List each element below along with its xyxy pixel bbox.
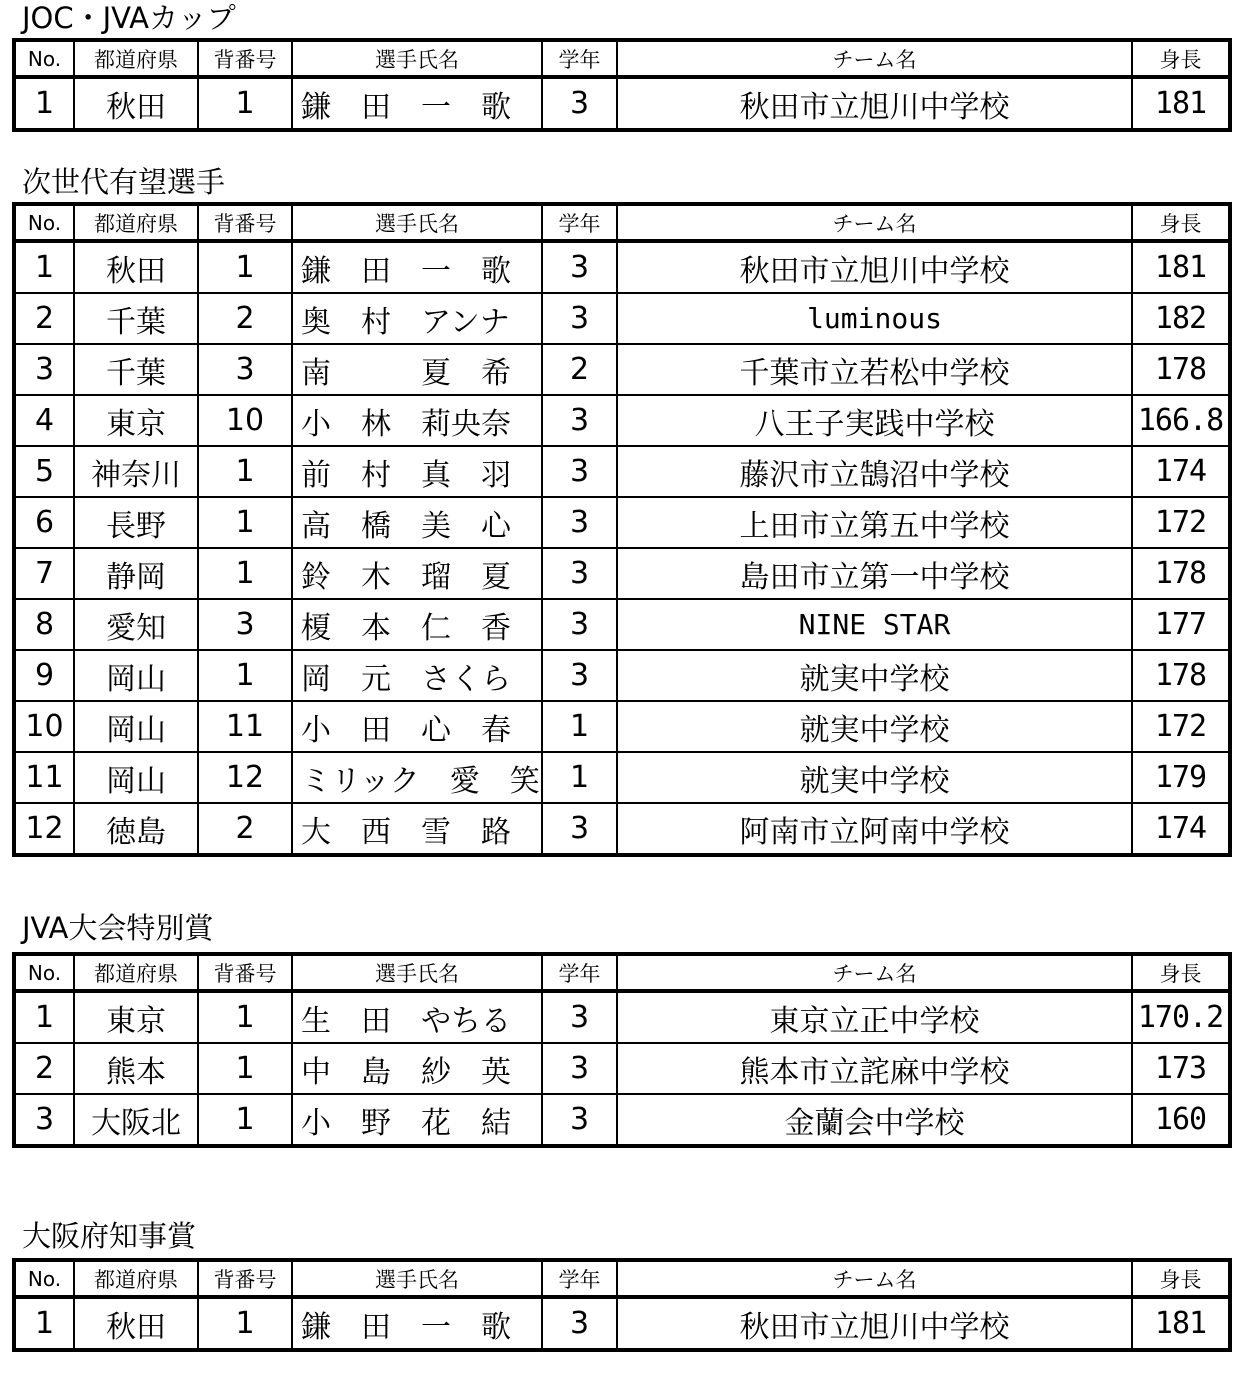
header-number: 背番号 — [198, 954, 292, 991]
cell-grade: 3 — [542, 497, 617, 548]
header-name: 選手氏名 — [292, 40, 542, 77]
cell-prefecture: 長野 — [74, 497, 198, 548]
cell-no: 1 — [14, 1297, 74, 1350]
header-team: チーム名 — [617, 40, 1132, 77]
cell-no: 8 — [14, 599, 74, 650]
cell-team: 東京立正中学校 — [617, 991, 1132, 1043]
cell-prefecture: 愛知 — [74, 599, 198, 650]
cell-team: NINE STAR — [617, 599, 1132, 650]
cell-grade: 3 — [542, 1297, 617, 1350]
cell-team: 阿南市立阿南中学校 — [617, 803, 1132, 855]
table-row — [14, 991, 1230, 1043]
cell-name: 南 夏 希 — [292, 344, 542, 395]
table-row — [14, 293, 1230, 344]
cell-number: 1 — [198, 991, 292, 1043]
header-name: 選手氏名 — [292, 954, 542, 991]
cell-name: 鎌 田 一 歌 — [292, 241, 542, 293]
cell-grade: 3 — [542, 241, 617, 293]
cell-no: 1 — [14, 241, 74, 293]
table-row — [14, 344, 1230, 395]
table-row — [14, 1297, 1230, 1350]
cell-name: 高 橋 美 心 — [292, 497, 542, 548]
cell-team: 島田市立第一中学校 — [617, 548, 1132, 599]
cell-no: 11 — [14, 752, 74, 803]
cell-team: 就実中学校 — [617, 701, 1132, 752]
cell-prefecture: 大阪北 — [74, 1094, 198, 1146]
cell-name: 奥 村 アンナ — [292, 293, 542, 344]
cell-number: 2 — [198, 803, 292, 855]
cell-prefecture: 静岡 — [74, 548, 198, 599]
header-height: 身長 — [1132, 954, 1230, 991]
cell-no: 6 — [14, 497, 74, 548]
cell-grade: 3 — [542, 77, 617, 130]
cell-name: 鎌 田 一 歌 — [292, 1297, 542, 1350]
cell-height: 174 — [1132, 803, 1230, 855]
table-row — [14, 446, 1230, 497]
table-header-row — [14, 204, 1230, 241]
cell-name: ミリック 愛 笑 — [292, 752, 542, 803]
header-name: 選手氏名 — [292, 1260, 542, 1297]
cell-name: 大 西 雪 路 — [292, 803, 542, 855]
cell-team: 秋田市立旭川中学校 — [617, 241, 1132, 293]
cell-no: 1 — [14, 991, 74, 1043]
cell-prefecture: 千葉 — [74, 344, 198, 395]
section-title: JOC・JVAカップ — [22, 1, 236, 35]
table-row — [14, 77, 1230, 130]
cell-height: 181 — [1132, 1297, 1230, 1350]
cell-number: 1 — [198, 241, 292, 293]
cell-grade: 3 — [542, 599, 617, 650]
header-number: 背番号 — [198, 40, 292, 77]
header-grade: 学年 — [542, 204, 617, 241]
cell-team: 藤沢市立鵠沼中学校 — [617, 446, 1132, 497]
cell-grade: 3 — [542, 446, 617, 497]
cell-number: 1 — [198, 548, 292, 599]
cell-grade: 3 — [542, 293, 617, 344]
cell-number: 1 — [198, 1094, 292, 1146]
cell-number: 1 — [198, 1297, 292, 1350]
table-row — [14, 497, 1230, 548]
table-row — [14, 599, 1230, 650]
cell-no: 3 — [14, 1094, 74, 1146]
cell-no: 10 — [14, 701, 74, 752]
table-header-row — [14, 1260, 1230, 1297]
cell-height: 172 — [1132, 701, 1230, 752]
cell-height: 177 — [1132, 599, 1230, 650]
cell-no: 12 — [14, 803, 74, 855]
cell-prefecture: 徳島 — [74, 803, 198, 855]
cell-team: luminous — [617, 293, 1132, 344]
cell-number: 3 — [198, 599, 292, 650]
header-grade: 学年 — [542, 954, 617, 991]
cell-number: 3 — [198, 344, 292, 395]
header-number: 背番号 — [198, 204, 292, 241]
award-table — [12, 202, 1232, 857]
cell-name: 小 林 莉央奈 — [292, 395, 542, 446]
cell-name: 中 島 紗 英 — [292, 1043, 542, 1094]
cell-name: 小 田 心 春 — [292, 701, 542, 752]
table-header-row — [14, 40, 1230, 77]
table-row — [14, 650, 1230, 701]
table-row — [14, 803, 1230, 855]
cell-number: 1 — [198, 446, 292, 497]
table-row — [14, 1094, 1230, 1146]
cell-number: 10 — [198, 395, 292, 446]
cell-no: 2 — [14, 1043, 74, 1094]
cell-team: 就実中学校 — [617, 650, 1132, 701]
cell-team: 金蘭会中学校 — [617, 1094, 1132, 1146]
header-height: 身長 — [1132, 204, 1230, 241]
header-name: 選手氏名 — [292, 204, 542, 241]
award-table — [12, 952, 1232, 1148]
cell-name: 小 野 花 結 — [292, 1094, 542, 1146]
cell-height: 181 — [1132, 77, 1230, 130]
cell-no: 4 — [14, 395, 74, 446]
section-title: 大阪府知事賞 — [22, 1219, 197, 1253]
cell-number: 1 — [198, 497, 292, 548]
cell-height: 166.8 — [1132, 395, 1230, 446]
cell-height: 172 — [1132, 497, 1230, 548]
cell-height: 160 — [1132, 1094, 1230, 1146]
cell-number: 1 — [198, 1043, 292, 1094]
cell-prefecture: 東京 — [74, 395, 198, 446]
cell-height: 173 — [1132, 1043, 1230, 1094]
cell-prefecture: 熊本 — [74, 1043, 198, 1094]
cell-team: 八王子実践中学校 — [617, 395, 1132, 446]
header-no: No. — [14, 1260, 74, 1297]
cell-grade: 3 — [542, 548, 617, 599]
cell-height: 182 — [1132, 293, 1230, 344]
header-height: 身長 — [1132, 1260, 1230, 1297]
cell-number: 12 — [198, 752, 292, 803]
cell-name: 前 村 真 羽 — [292, 446, 542, 497]
header-team: チーム名 — [617, 1260, 1132, 1297]
cell-prefecture: 秋田 — [74, 241, 198, 293]
cell-team: 就実中学校 — [617, 752, 1132, 803]
header-grade: 学年 — [542, 1260, 617, 1297]
section-title: 次世代有望選手 — [22, 165, 226, 199]
award-table — [12, 38, 1232, 132]
cell-grade: 1 — [542, 701, 617, 752]
cell-no: 3 — [14, 344, 74, 395]
cell-no: 9 — [14, 650, 74, 701]
cell-prefecture: 千葉 — [74, 293, 198, 344]
cell-team: 秋田市立旭川中学校 — [617, 1297, 1132, 1350]
cell-grade: 3 — [542, 1094, 617, 1146]
cell-name: 岡 元 さくら — [292, 650, 542, 701]
cell-height: 170.2 — [1132, 991, 1230, 1043]
cell-grade: 3 — [542, 650, 617, 701]
header-number: 背番号 — [198, 1260, 292, 1297]
cell-grade: 1 — [542, 752, 617, 803]
header-team: チーム名 — [617, 954, 1132, 991]
cell-height: 178 — [1132, 548, 1230, 599]
cell-team: 千葉市立若松中学校 — [617, 344, 1132, 395]
cell-number: 11 — [198, 701, 292, 752]
cell-team: 熊本市立詫麻中学校 — [617, 1043, 1132, 1094]
table-row — [14, 701, 1230, 752]
section-title: JVA大会特別賞 — [22, 911, 214, 945]
cell-prefecture: 神奈川 — [74, 446, 198, 497]
cell-prefecture: 秋田 — [74, 77, 198, 130]
header-height: 身長 — [1132, 40, 1230, 77]
cell-team: 秋田市立旭川中学校 — [617, 77, 1132, 130]
header-no: No. — [14, 204, 74, 241]
cell-name: 鈴 木 瑠 夏 — [292, 548, 542, 599]
table-row — [14, 752, 1230, 803]
header-prefecture: 都道府県 — [74, 40, 198, 77]
cell-grade: 2 — [542, 344, 617, 395]
cell-no: 5 — [14, 446, 74, 497]
cell-prefecture: 東京 — [74, 991, 198, 1043]
cell-grade: 3 — [542, 1043, 617, 1094]
cell-prefecture: 秋田 — [74, 1297, 198, 1350]
table-row — [14, 548, 1230, 599]
cell-name: 榎 本 仁 香 — [292, 599, 542, 650]
award-table — [12, 1258, 1232, 1352]
cell-no: 2 — [14, 293, 74, 344]
cell-prefecture: 岡山 — [74, 752, 198, 803]
header-prefecture: 都道府県 — [74, 1260, 198, 1297]
cell-team: 上田市立第五中学校 — [617, 497, 1132, 548]
header-no: No. — [14, 954, 74, 991]
table-row — [14, 1043, 1230, 1094]
header-no: No. — [14, 40, 74, 77]
header-grade: 学年 — [542, 40, 617, 77]
cell-height: 178 — [1132, 650, 1230, 701]
cell-height: 179 — [1132, 752, 1230, 803]
table-header-row — [14, 954, 1230, 991]
cell-number: 1 — [198, 650, 292, 701]
cell-prefecture: 岡山 — [74, 650, 198, 701]
header-prefecture: 都道府県 — [74, 204, 198, 241]
cell-number: 1 — [198, 77, 292, 130]
cell-height: 178 — [1132, 344, 1230, 395]
cell-grade: 3 — [542, 991, 617, 1043]
cell-number: 2 — [198, 293, 292, 344]
cell-height: 181 — [1132, 241, 1230, 293]
cell-no: 7 — [14, 548, 74, 599]
cell-name: 生 田 やちる — [292, 991, 542, 1043]
table-row — [14, 395, 1230, 446]
cell-grade: 3 — [542, 803, 617, 855]
cell-height: 174 — [1132, 446, 1230, 497]
table-row — [14, 241, 1230, 293]
cell-name: 鎌 田 一 歌 — [292, 77, 542, 130]
cell-grade: 3 — [542, 395, 617, 446]
header-team: チーム名 — [617, 204, 1132, 241]
header-prefecture: 都道府県 — [74, 954, 198, 991]
cell-prefecture: 岡山 — [74, 701, 198, 752]
cell-no: 1 — [14, 77, 74, 130]
